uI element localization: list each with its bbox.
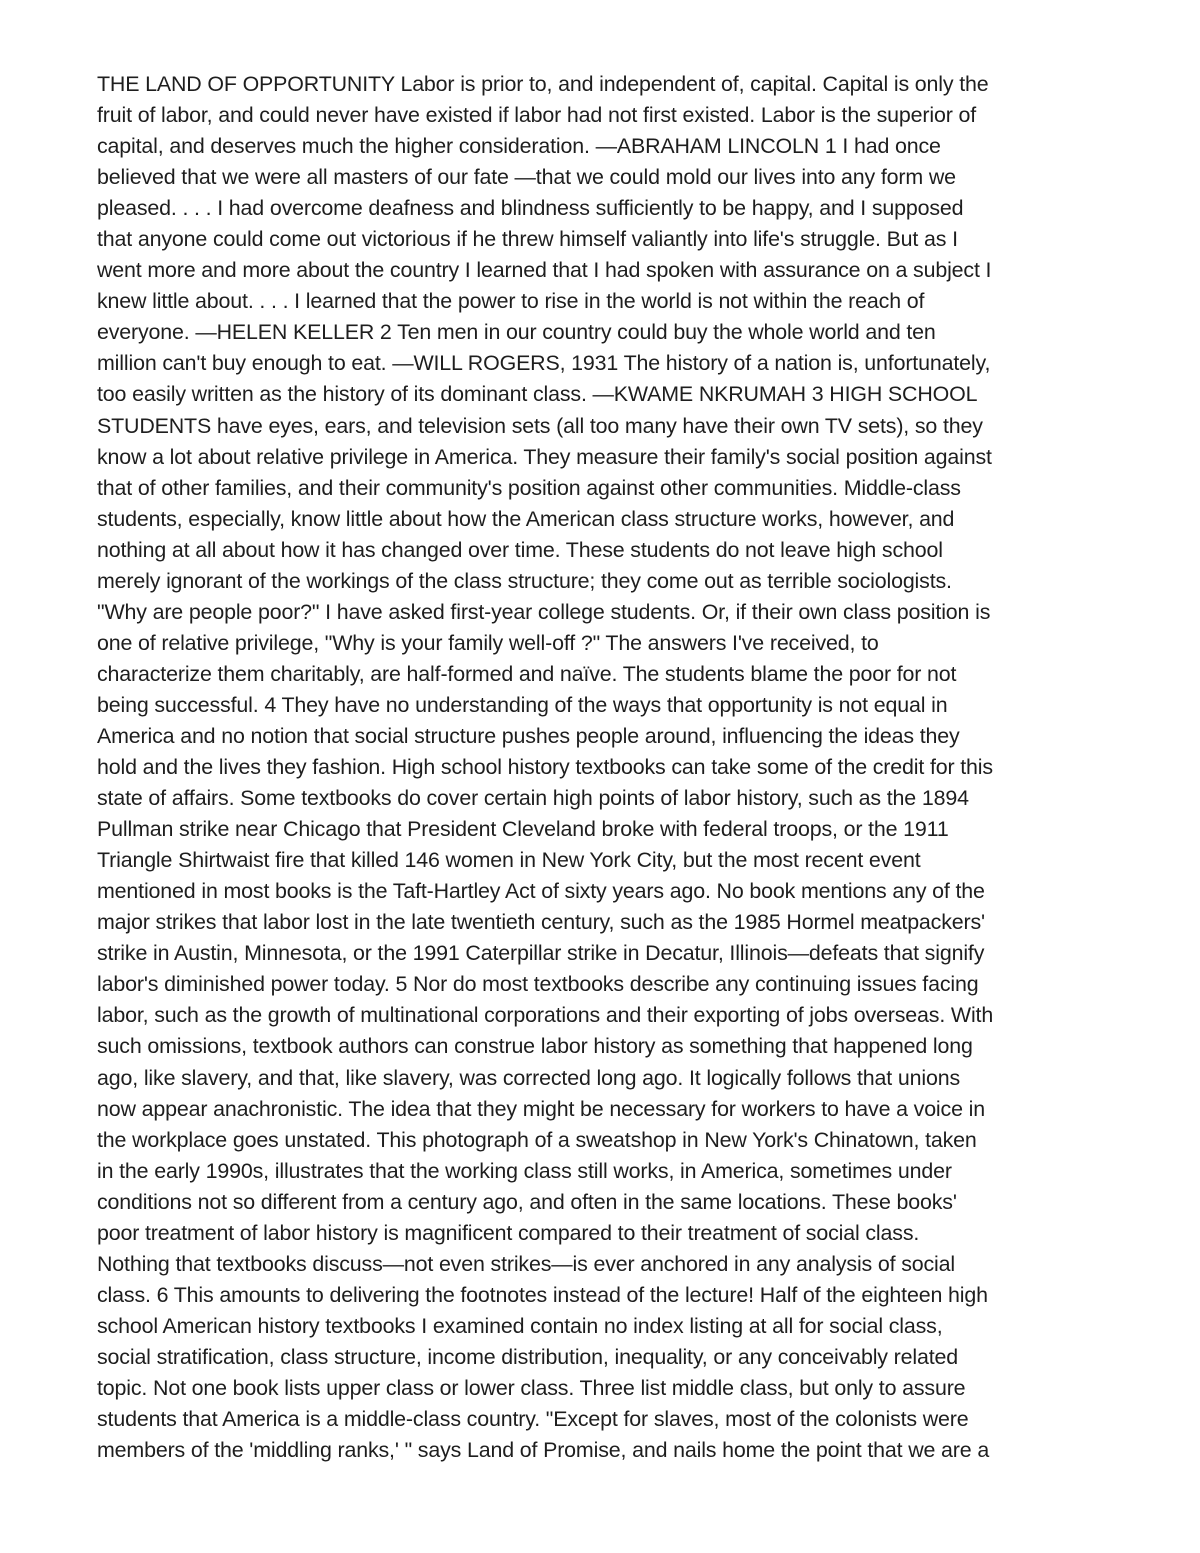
text-line: conditions not so different from a century ago, and often in the same locations. These books' [97, 1189, 957, 1214]
text-line: million can't buy enough to eat. —WILL ROGERS, 1931 The history of a nation is, unfortunately, [97, 351, 991, 376]
text-line: characterize them charitably, are half-formed and naïve. The students blame the poor for not [97, 661, 957, 686]
text-line: in the early 1990s, illustrates that the working class still works, in America, sometimes under [97, 1158, 952, 1183]
text-line: being successful. 4 They have no understanding of the ways that opportunity is not equal in [97, 692, 948, 717]
text-line: knew little about. . . . I learned that the power to rise in the world is not within the reach of [97, 289, 925, 314]
text-line: topic. Not one book lists upper class or lower class. Three list middle class, but only to assure [97, 1375, 966, 1400]
text-line: Nothing that textbooks discuss—not even strikes—is ever anchored in any analysis of social [97, 1251, 956, 1276]
text-line: mentioned in most books is the Taft-Hartley Act of sixty years ago. No book mentions any of the [97, 879, 985, 904]
text-line: ago, like slavery, and that, like slavery, was corrected long ago. It logically follows that unions [97, 1065, 961, 1090]
text-line: that anyone could come out victorious if he threw himself valiantly into life's struggle. But as I [97, 227, 958, 252]
text-line: "Why are people poor?" I have asked first-year college students. Or, if their own class position is [97, 599, 991, 624]
text-line: poor treatment of labor history is magnificent compared to their treatment of social class. [97, 1220, 920, 1245]
text-line: went more and more about the country I learned that I had spoken with assurance on a subject I [97, 258, 992, 283]
text-line: the workplace goes unstated. This photograph of a sweatshop in New York's Chinatown, taken [97, 1127, 977, 1152]
text-line: THE LAND OF OPPORTUNITY Labor is prior to, and independent of, capital. Capital is only the [97, 72, 989, 96]
text-line: social stratification, class structure, income distribution, inequality, or any conceivably related [97, 1344, 958, 1369]
text-line: pleased. . . . I had overcome deafness and blindness sufficiently to be happy, and I supposed [97, 196, 964, 221]
text-line: nothing at all about how it has changed over time. These students do not leave high school [97, 537, 943, 562]
text-line: such omissions, textbook authors can construe labor history as something that happened long [97, 1034, 973, 1059]
text-line: Pullman strike near Chicago that President Cleveland broke with federal troops, or the 1911 [97, 817, 949, 842]
text-line: students, especially, know little about how the American class structure works, however, and [97, 506, 955, 531]
text-line: too easily written as the history of its dominant class. —KWAME NKRUMAH 3 HIGH SCHOOL [97, 382, 978, 407]
text-line: capital, and deserves much the higher consideration. —ABRAHAM LINCOLN 1 I had once [97, 134, 941, 159]
text-line: members of the 'middling ranks,' " says Land of Promise, and nails home the point that we are a [97, 1438, 990, 1463]
text-line: school American history textbooks I examined contain no index listing at all for social class, [97, 1313, 943, 1338]
text-line: students that America is a middle-class country. "Except for slaves, most of the colonists were [97, 1407, 969, 1432]
text-line: know a lot about relative privilege in America. They measure their family's social position against [97, 444, 992, 469]
text-line: STUDENTS have eyes, ears, and television sets (all too many have their own TV sets), so they [97, 413, 983, 438]
text-line: Triangle Shirtwaist fire that killed 146 women in New York City, but the most recent event [97, 848, 921, 873]
text-line: strike in Austin, Minnesota, or the 1991 Caterpillar strike in Decatur, Illinois—defeats that signify [97, 941, 985, 966]
text-line: labor's diminished power today. 5 Nor do most textbooks describe any continuing issues facing [97, 972, 979, 997]
text-line: major strikes that labor lost in the late twentieth century, such as the 1985 Hormel meatpackers' [97, 910, 985, 935]
body-text [97, 69, 1117, 1466]
text-line: fruit of labor, and could never have existed if labor had not first existed. Labor is the superior of [97, 103, 977, 128]
text-line: class. 6 This amounts to delivering the footnotes instead of the lecture! Half of the eighteen high [97, 1282, 988, 1307]
text-line: now appear anachronistic. The idea that they might be necessary for workers to have a voice in [97, 1096, 985, 1121]
text-line: believed that we were all masters of our fate —that we could mold our lives into any form we [97, 165, 956, 190]
text-line: labor, such as the growth of multinational corporations and their exporting of jobs overseas. With [97, 1003, 994, 1028]
text-line: one of relative privilege, "Why is your family well-off ?" The answers I've received, to [97, 630, 879, 655]
text-line: state of affairs. Some textbooks do cover certain high points of labor history, such as the 1894 [97, 786, 969, 811]
text-line: America and no notion that social structure pushes people around, influencing the ideas they [97, 723, 960, 748]
text-line: everyone. —HELEN KELLER 2 Ten men in our country could buy the whole world and ten [97, 320, 936, 345]
text-line: that of other families, and their community's position against other communities. Middle-class [97, 475, 961, 500]
text-line: merely ignorant of the workings of the class structure; they come out as terrible sociologists. [97, 568, 952, 593]
text-line: hold and the lives they fashion. High school history textbooks can take some of the credit for this [97, 755, 993, 780]
